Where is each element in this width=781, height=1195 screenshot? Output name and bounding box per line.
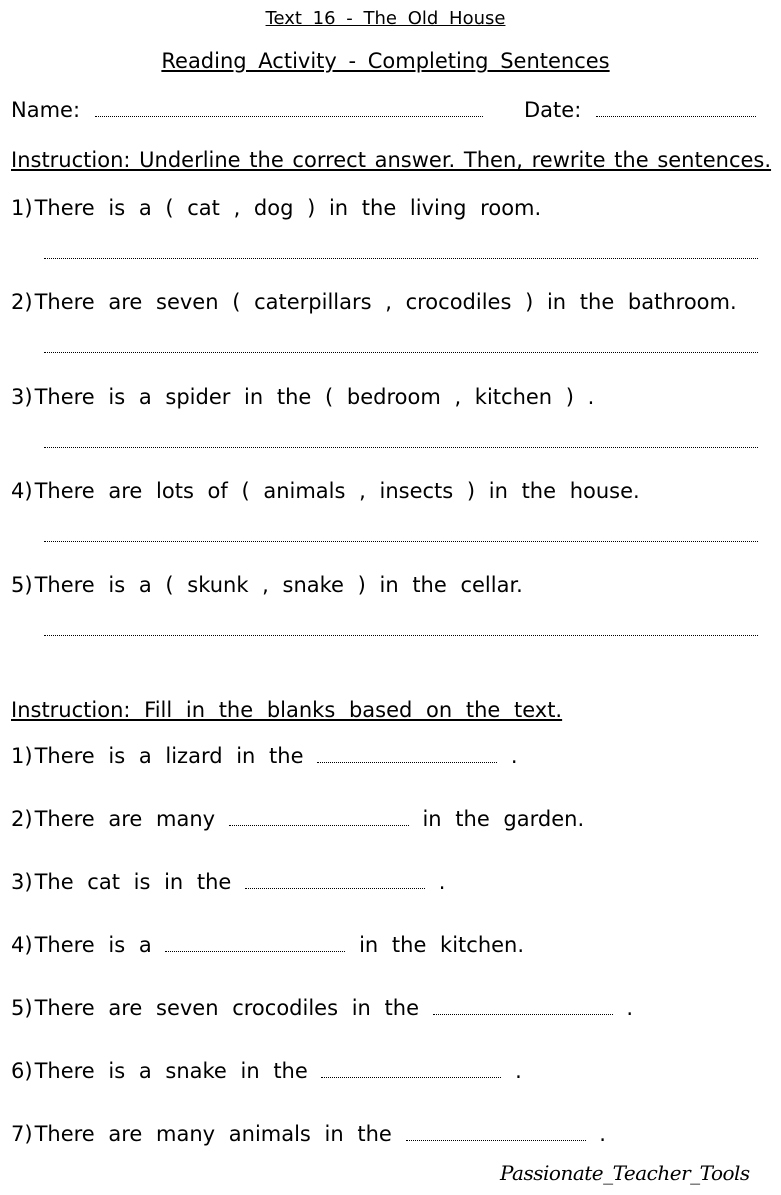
- list-item: [11, 289, 737, 315]
- item-number: 1): [11, 744, 33, 768]
- item-text-after: .: [438, 870, 446, 894]
- item-text-after: .: [599, 1122, 606, 1146]
- list-item: [11, 995, 633, 1021]
- list-item: [11, 806, 584, 832]
- item-number: 2): [11, 290, 33, 314]
- fill-blank[interactable]: [317, 746, 497, 763]
- name-blank[interactable]: [95, 100, 483, 117]
- item-number: 1): [11, 196, 33, 220]
- name-label: Name:: [11, 98, 81, 122]
- list-item: [11, 384, 594, 410]
- list-item: [11, 1058, 522, 1084]
- list-item: [11, 932, 524, 958]
- fill-blank[interactable]: [165, 935, 345, 952]
- item-text-before: There is a lizard in the: [34, 744, 304, 768]
- item-number: 5): [11, 573, 33, 597]
- text-title: Text 16 - The Old House: [265, 8, 506, 29]
- answer-line[interactable]: [44, 447, 758, 448]
- item-number: 3): [11, 385, 33, 409]
- item-text: There is a spider in the ( bedroom , kitchen ) .: [34, 385, 595, 409]
- item-text: There is a ( cat , dog ) in the living room.: [34, 196, 542, 220]
- item-text-after: .: [510, 744, 518, 768]
- item-text-after: .: [626, 996, 634, 1020]
- list-item: [11, 1121, 606, 1147]
- item-text-after: in the garden.: [422, 807, 585, 831]
- list-item: [11, 195, 541, 221]
- item-number: 6): [11, 1059, 33, 1083]
- item-text: There are lots of ( animals , insects ) in the house.: [34, 479, 640, 503]
- item-text-before: There are seven crocodiles in the: [34, 996, 419, 1020]
- instruction-underline: Instruction: Underline the correct answer. Then, rewrite the sentences.: [11, 148, 772, 172]
- item-number: 2): [11, 807, 33, 831]
- item-number: 5): [11, 996, 33, 1020]
- answer-line[interactable]: [44, 352, 758, 353]
- answer-line[interactable]: [44, 258, 758, 259]
- item-number: 4): [11, 933, 33, 957]
- item-text-after: in the kitchen.: [359, 933, 525, 957]
- item-number: 7): [11, 1122, 33, 1146]
- answer-line[interactable]: [44, 541, 758, 542]
- activity-title: Reading Activity - Completing Sentences: [161, 49, 610, 73]
- fill-blank[interactable]: [433, 998, 613, 1015]
- name-row: [11, 97, 483, 123]
- list-item: [11, 572, 523, 598]
- date-label: Date:: [524, 98, 582, 122]
- fill-blank[interactable]: [321, 1061, 501, 1078]
- item-number: 3): [11, 870, 33, 894]
- author-credit: Passionate_Teacher_Tools: [500, 1161, 750, 1185]
- answer-line[interactable]: [44, 635, 758, 636]
- item-text-before: There are many: [34, 807, 216, 831]
- date-blank[interactable]: [596, 100, 756, 117]
- item-text-before: There are many animals in the: [34, 1122, 392, 1146]
- item-text-before: There is a snake in the: [34, 1059, 308, 1083]
- fill-blank[interactable]: [229, 809, 409, 826]
- item-text-after: .: [515, 1059, 522, 1083]
- item-text-before: There is a: [34, 933, 152, 957]
- list-item: [11, 869, 445, 895]
- list-item: [11, 743, 518, 769]
- instruction-fill-blanks: Instruction: Fill in the blanks based on the text.: [11, 698, 563, 722]
- item-text: There is a ( skunk , snake ) in the cellar.: [34, 573, 523, 597]
- fill-blank[interactable]: [406, 1124, 586, 1141]
- list-item: [11, 478, 640, 504]
- item-number: 4): [11, 479, 33, 503]
- item-text: There are seven ( caterpillars , crocodiles ) in the bathroom.: [34, 290, 737, 314]
- fill-blank[interactable]: [245, 872, 425, 889]
- item-text-before: The cat is in the: [34, 870, 232, 894]
- date-row: [524, 97, 756, 123]
